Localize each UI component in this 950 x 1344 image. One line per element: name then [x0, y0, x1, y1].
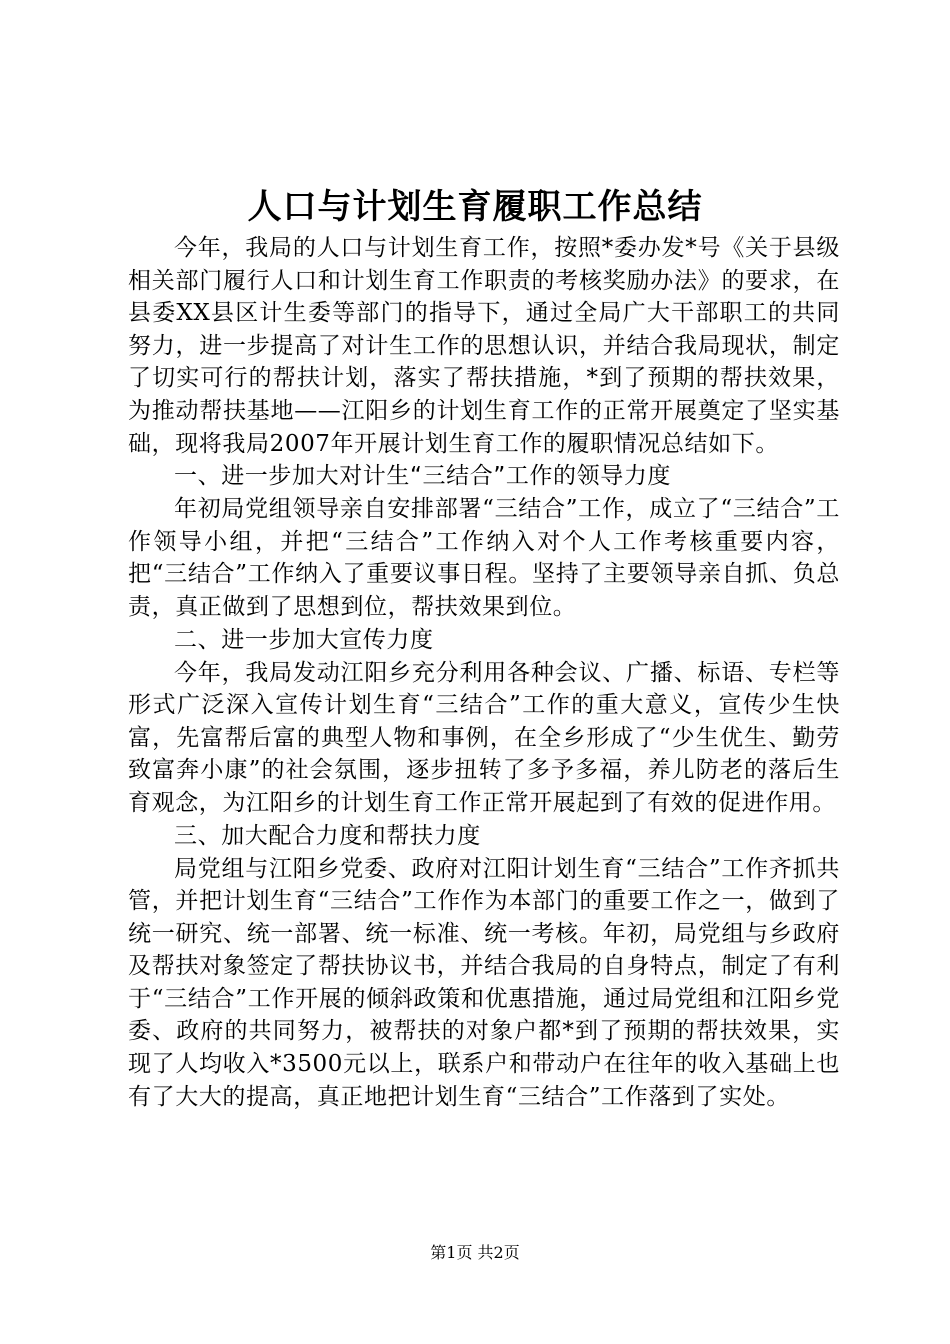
page-number-footer: 第1页 共2页: [430, 1243, 520, 1262]
section-heading-2: 二、进一步加大宣传力度: [174, 626, 434, 653]
document-body: [128, 232, 840, 1113]
section-paragraph-3: 局党组与江阳乡党委、政府对江阳计划生育“三结合”工作齐抓共管，并把计划生育“三结合”工作作为本部门的重要工作之一，做到了统一研究、统一部署、统一标准、统一考核。年初，局党组与乡政府及帮扶对象签定了帮扶协议书，并结合我局的自身特点，制定了有利于“三结合”工作开展的倾斜政策和优惠措施，通过局党组和江阳乡党委、政府的共同努力，被帮扶的对象户都*到了预期的帮扶效果，实现了人均收入*3500元以上，联系户和带动户在往年的收入基础上也有了大大的提高，真正地把计划生育“三结合”工作落到了实处。: [128, 855, 840, 1110]
section-heading-1: 一、进一步加大对计生“三结合”工作的领导力度: [174, 463, 672, 490]
section-paragraph-2: 今年，我局发动江阳乡充分利用各种会议、广播、标语、专栏等形式广泛深入宣传计划生育“三结合”工作的重大意义，宣传少生快富，先富帮后富的典型人物和事例，在全乡形成了“少生优生、勤劳致富奔小康”的社会氛围，逐步扭转了多予多福，养儿防老的落后生育观念，为江阳乡的计划生育工作正常开展起到了有效的促进作用。: [128, 659, 840, 816]
section-heading-3: 三、加大配合力度和帮扶力度: [174, 822, 481, 849]
intro-paragraph: 今年，我局的人口与计划生育工作，按照*委办发*号《关于县级相关部门履行人口和计划生育工作职责的考核奖励办法》的要求，在县委XX县区计生委等部门的指导下，通过全局广大干部职工的共同努力，进一步提高了对计生工作的思想认识，并结合我局现状，制定了切实可行的帮扶计划，落实了帮扶措施，*到了预期的帮扶效果，为推动帮扶基地——江阳乡的计划生育工作的正常开展奠定了坚实基础，现将我局2007年开展计划生育工作的履职情况总结如下。: [128, 235, 840, 457]
section-paragraph-1: 年初局党组领导亲自安排部署“三结合”工作，成立了“三结合”工作领导小组，并把“三结合”工作纳入对个人工作考核重要内容，把“三结合”工作纳入了重要议事日程。坚持了主要领导亲自抓、负总责，真正做到了思想到位，帮扶效果到位。: [128, 496, 840, 620]
document-title: 人口与计划生育履职工作总结: [247, 187, 703, 227]
